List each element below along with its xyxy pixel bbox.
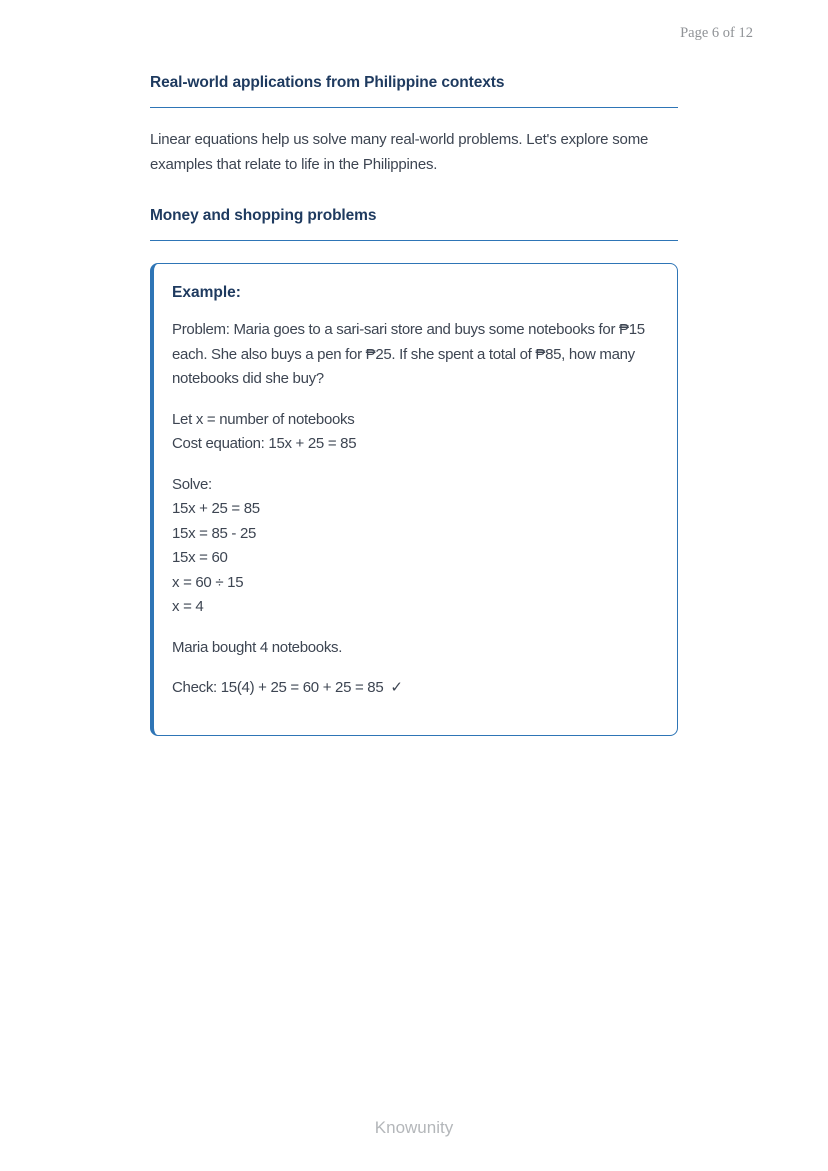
example-box	[150, 263, 678, 736]
setup-line: Cost equation: 15x + 25 = 85	[172, 435, 357, 452]
solve-line: x = 60 ÷ 15	[172, 573, 244, 591]
solve-line: 15x + 25 = 85	[172, 500, 260, 517]
solve-line: x = 4	[172, 598, 204, 615]
section-heading-money: Money and shopping problems	[150, 207, 678, 241]
setup-line: Let x = number of notebooks	[172, 410, 355, 428]
solve-line: 15x = 60	[172, 549, 228, 566]
solve-line: 15x = 85 - 25	[172, 524, 257, 542]
problem-statement: Problem: Maria goes to a sari-sari store and buys some notebooks for ₱15 each. She also buys a pen for ₱25. If she spent a total of ₱85, how many notebooks did she buy?	[172, 321, 645, 387]
intro-paragraph: Linear equations help us solve many real-world problems. Let's explore some examples that relate to life in the Philippines.	[150, 131, 649, 173]
check-equation: Check: 15(4) + 25 = 60 + 25 = 85	[172, 679, 384, 696]
section-heading-applications: Real-world applications from Philippine contexts	[150, 74, 678, 108]
footer-brand: Knowunity	[374, 1118, 454, 1137]
equation-setup	[172, 408, 663, 457]
example-title: Example:	[172, 284, 241, 301]
document-content	[150, 74, 678, 736]
solution-steps	[172, 473, 663, 620]
page-indicator: Page 6 of 12	[680, 25, 753, 41]
check-icon: ✓	[390, 679, 403, 696]
check-line	[172, 676, 663, 701]
answer-statement: Maria bought 4 notebooks.	[172, 638, 343, 656]
solve-line: Solve:	[172, 475, 212, 493]
